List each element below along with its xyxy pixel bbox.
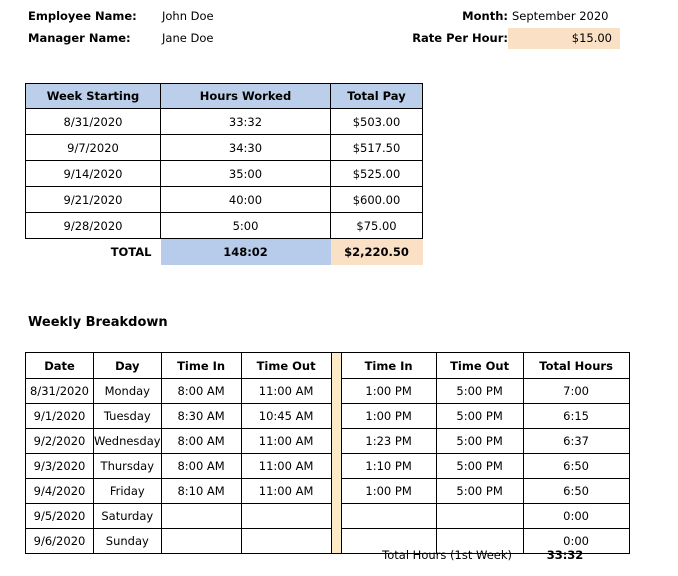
summary-cell-total-pay[interactable]: $503.00 <box>331 109 423 135</box>
manager-name-label: Manager Name: <box>28 31 131 45</box>
breakdown-cell-date[interactable]: 9/4/2020 <box>26 479 94 504</box>
breakdown-col-time-out-afternoon: Time Out <box>436 353 523 379</box>
breakdown-footer <box>25 545 618 565</box>
summary-cell-week-starting[interactable]: 9/7/2020 <box>26 135 161 161</box>
breakdown-cell-spacer <box>331 404 341 429</box>
summary-cell-hours-worked[interactable]: 34:30 <box>161 135 331 161</box>
breakdown-cell-time-in-morning[interactable]: 8:10 AM <box>161 479 241 504</box>
breakdown-cell-time-out-morning[interactable]: 11:00 AM <box>241 429 331 454</box>
breakdown-cell-time-in-morning[interactable]: 8:00 AM <box>161 379 241 404</box>
breakdown-cell-time-in-afternoon[interactable]: 1:00 PM <box>341 404 436 429</box>
manager-name-value[interactable]: Jane Doe <box>162 31 214 45</box>
timesheet-header <box>0 0 678 60</box>
summary-cell-hours-worked[interactable]: 35:00 <box>161 161 331 187</box>
table-row <box>26 504 630 529</box>
rate-per-hour-value[interactable]: $15.00 <box>508 28 620 49</box>
breakdown-cell-day[interactable]: Tuesday <box>94 404 162 429</box>
breakdown-cell-day[interactable]: Wednesday <box>94 429 162 454</box>
header-row-2 <box>0 28 678 49</box>
breakdown-col-spacer <box>331 353 341 379</box>
breakdown-cell-time-out-afternoon[interactable]: 5:00 PM <box>436 429 523 454</box>
breakdown-header-row <box>26 353 630 379</box>
breakdown-cell-spacer <box>331 479 341 504</box>
breakdown-cell-day[interactable]: Thursday <box>94 454 162 479</box>
summary-cell-week-starting[interactable]: 9/21/2020 <box>26 187 161 213</box>
breakdown-total-hours-label: Total Hours (1st Week) <box>382 548 512 562</box>
summary-cell-total-pay[interactable]: $600.00 <box>331 187 423 213</box>
breakdown-col-time-in-morning: Time In <box>161 353 241 379</box>
table-row <box>26 213 423 239</box>
summary-total-pay: $2,220.50 <box>331 239 423 266</box>
summary-header-row <box>26 84 423 109</box>
breakdown-cell-day[interactable]: Monday <box>94 379 162 404</box>
summary-cell-week-starting[interactable]: 8/31/2020 <box>26 109 161 135</box>
summary-col-hours-worked: Hours Worked <box>161 84 331 109</box>
breakdown-cell-total-hours[interactable]: 6:37 <box>523 429 629 454</box>
weekly-summary-table <box>25 83 423 265</box>
breakdown-cell-time-out-afternoon[interactable]: 5:00 PM <box>436 379 523 404</box>
breakdown-cell-spacer <box>331 379 341 404</box>
summary-col-week-starting: Week Starting <box>26 84 161 109</box>
summary-cell-hours-worked[interactable]: 33:32 <box>161 109 331 135</box>
breakdown-cell-time-in-afternoon[interactable]: 1:23 PM <box>341 429 436 454</box>
breakdown-col-time-in-afternoon: Time In <box>341 353 436 379</box>
table-row <box>26 161 423 187</box>
breakdown-cell-time-in-morning[interactable]: 8:00 AM <box>161 454 241 479</box>
breakdown-cell-date[interactable]: 9/6/2020 <box>26 529 94 554</box>
breakdown-cell-time-in-afternoon[interactable]: 1:10 PM <box>341 454 436 479</box>
breakdown-cell-date[interactable]: 9/3/2020 <box>26 454 94 479</box>
weekly-breakdown-table <box>25 352 630 554</box>
employee-name-value[interactable]: John Doe <box>162 9 214 23</box>
breakdown-cell-time-out-morning[interactable] <box>241 504 331 529</box>
breakdown-cell-time-in-afternoon[interactable]: 1:00 PM <box>341 479 436 504</box>
breakdown-cell-time-out-afternoon[interactable]: 5:00 PM <box>436 479 523 504</box>
summary-cell-hours-worked[interactable]: 40:00 <box>161 187 331 213</box>
breakdown-col-date: Date <box>26 353 94 379</box>
table-row <box>26 379 630 404</box>
summary-col-total-pay: Total Pay <box>331 84 423 109</box>
breakdown-cell-date[interactable]: 9/5/2020 <box>26 504 94 529</box>
breakdown-cell-spacer <box>331 429 341 454</box>
breakdown-cell-spacer <box>331 454 341 479</box>
month-label: Month: <box>462 9 508 23</box>
summary-cell-week-starting[interactable]: 9/28/2020 <box>26 213 161 239</box>
summary-cell-total-pay[interactable]: $525.00 <box>331 161 423 187</box>
breakdown-cell-date[interactable]: 8/31/2020 <box>26 379 94 404</box>
table-row <box>26 187 423 213</box>
table-row <box>26 404 630 429</box>
table-row <box>26 479 630 504</box>
breakdown-cell-total-hours[interactable]: 0:00 <box>523 504 629 529</box>
table-row <box>26 109 423 135</box>
weekly-breakdown-title: Weekly Breakdown <box>28 315 168 330</box>
breakdown-cell-time-in-afternoon[interactable]: 1:00 PM <box>341 379 436 404</box>
breakdown-cell-total-hours[interactable]: 0:00 <box>523 529 629 554</box>
breakdown-cell-total-hours[interactable]: 6:15 <box>523 404 629 429</box>
breakdown-cell-date[interactable]: 9/2/2020 <box>26 429 94 454</box>
summary-cell-week-starting[interactable]: 9/14/2020 <box>26 161 161 187</box>
breakdown-total-hours-value: 33:32 <box>546 548 584 562</box>
breakdown-cell-time-out-morning[interactable]: 11:00 AM <box>241 379 331 404</box>
breakdown-cell-total-hours[interactable]: 6:50 <box>523 454 629 479</box>
summary-cell-total-pay[interactable]: $75.00 <box>331 213 423 239</box>
breakdown-cell-time-out-morning[interactable]: 11:00 AM <box>241 454 331 479</box>
breakdown-col-time-out-morning: Time Out <box>241 353 331 379</box>
breakdown-cell-spacer <box>331 504 341 529</box>
month-value[interactable]: September 2020 <box>512 9 609 23</box>
breakdown-cell-time-out-afternoon[interactable]: 5:00 PM <box>436 404 523 429</box>
breakdown-col-total-hours: Total Hours <box>523 353 629 379</box>
breakdown-cell-time-in-morning[interactable]: 8:30 AM <box>161 404 241 429</box>
table-row <box>26 429 630 454</box>
breakdown-cell-day[interactable]: Friday <box>94 479 162 504</box>
breakdown-col-day: Day <box>94 353 162 379</box>
table-row <box>26 454 630 479</box>
rate-per-hour-label: Rate Per Hour: <box>412 31 508 45</box>
breakdown-cell-time-in-morning[interactable] <box>161 504 241 529</box>
summary-total-label: TOTAL <box>110 245 152 259</box>
summary-total-row <box>26 239 423 266</box>
summary-cell-total-pay[interactable]: $517.50 <box>331 135 423 161</box>
summary-cell-hours-worked[interactable]: 5:00 <box>161 213 331 239</box>
breakdown-cell-time-out-afternoon[interactable] <box>436 504 523 529</box>
header-row-1 <box>0 6 678 27</box>
breakdown-cell-time-out-morning[interactable]: 11:00 AM <box>241 479 331 504</box>
breakdown-cell-day[interactable]: Saturday <box>94 504 162 529</box>
breakdown-cell-total-hours[interactable]: 7:00 <box>523 379 629 404</box>
breakdown-cell-date[interactable]: 9/1/2020 <box>26 404 94 429</box>
table-row <box>26 135 423 161</box>
breakdown-cell-time-out-afternoon[interactable]: 5:00 PM <box>436 454 523 479</box>
breakdown-cell-time-in-morning[interactable]: 8:00 AM <box>161 429 241 454</box>
breakdown-cell-time-out-morning[interactable]: 10:45 AM <box>241 404 331 429</box>
summary-total-hours: 148:02 <box>161 239 331 266</box>
employee-name-label: Employee Name: <box>28 9 137 23</box>
breakdown-cell-time-in-afternoon[interactable] <box>341 504 436 529</box>
breakdown-cell-total-hours[interactable]: 6:50 <box>523 479 629 504</box>
breakdown-cell-day[interactable]: Sunday <box>94 529 162 554</box>
